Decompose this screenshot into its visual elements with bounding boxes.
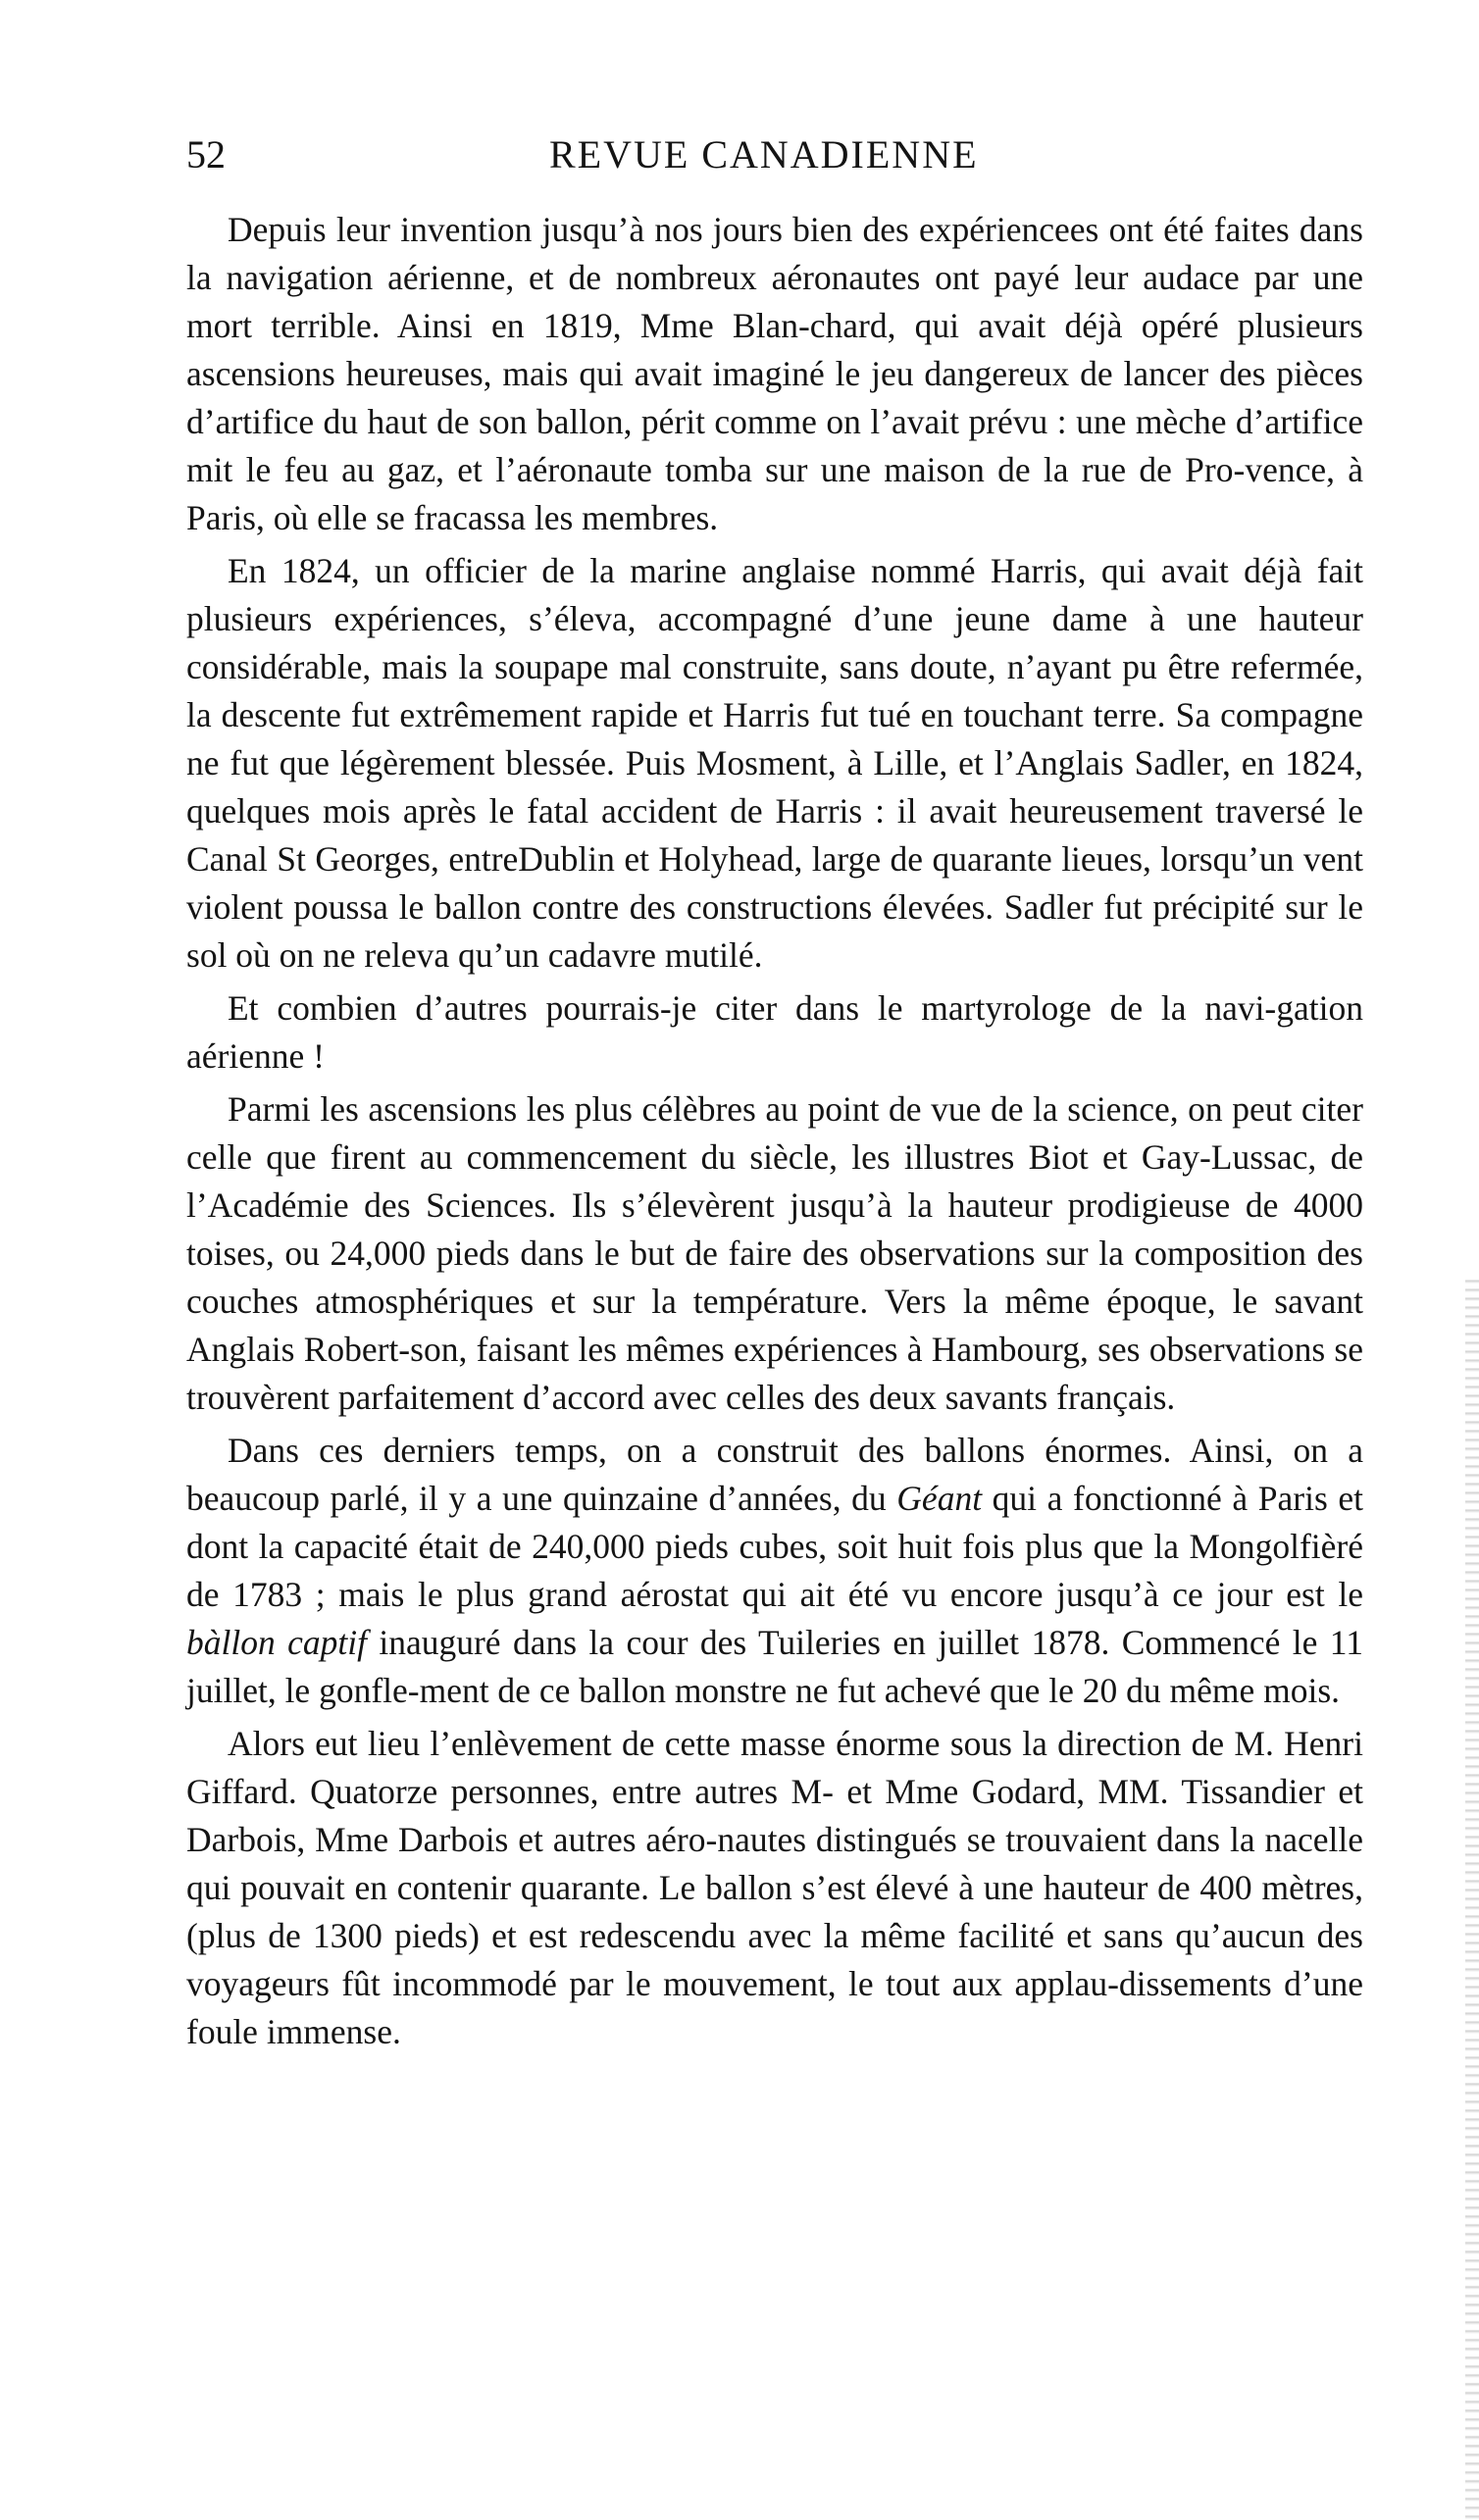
paragraph xyxy=(186,206,1363,542)
paragraph xyxy=(186,1720,1363,2056)
paragraph-text: En 1824, un officier de la marine anglaise nommé Harris, qui avait déjà fait plusieurs expériences, s’éleva, accompagné d’une jeune dame à une hauteur considérable, mais la soupape mal construite, sans doute, n’ayant pu être refermée, la descente fut extrêmement rapide et Harris fut tué en touchant terre. Sa compagne ne fut que légèrement blessée. Puis Mosment, à Lille, et l’Anglais Sadler, en 1824, quelques mois après le fatal accident de Harris : il avait heureusement traversé le Canal St Georges, entreDublin et Holyhead, large de quarante lieues, lorsqu’un vent violent poussa le ballon contre des constructions élevées. Sadler fut précipité sur le sol où on ne releva qu’un cadavre mutilé. xyxy=(186,551,1363,975)
paragraph-text: qui a fonctionné à Paris et dont la capacité était de 240,000 pieds cubes, soit huit fois plus que la Mongolfièré de 1783 ; mais le plus grand aérostat qui ait été vu encore jusqu’à ce jour est le xyxy=(186,1479,1363,1614)
paragraph xyxy=(186,547,1363,980)
running-head xyxy=(186,126,1363,184)
paragraph-text: Parmi les ascensions les plus célèbres au point de vue de la science, on peut citer celle que firent au commencement du siècle, les illustres Biot et Gay-Lussac, de l’Académie des Sciences. Ils s’élevèrent jusqu’à la hauteur prodigieuse de 4000 toises, ou 24,000 pieds dans le but de faire des observations sur la composition des couches atmosphériques et sur la température. Vers la même époque, le savant Anglais Robert-son, faisant les mêmes expériences à Hambourg, ses observations se trouvèrent parfaitement d’accord avec celles des deux savants français. xyxy=(186,1089,1363,1417)
page-edge-scan-artifact xyxy=(1465,1275,1479,2520)
paragraph xyxy=(186,984,1363,1081)
italic-title: Géant xyxy=(896,1479,983,1518)
paragraph-text: Depuis leur invention jusqu’à nos jours bien des expériencees ont été faites dans la navigation aérienne, et de nombreux aéronautes ont payé leur audace par une mort terrible. Ainsi en 1819, Mme Blan-chard, qui avait déjà opéré plusieurs ascensions heureuses, mais qui avait imaginé le jeu dangereux de lancer des pièces d’artifice du haut de son ballon, périt comme on l’avait prévu : une mèche d’artifice mit le feu au gaz, et l’aéronaute tomba sur une maison de la rue de Pro-vence, à Paris, où elle se fracassa les membres. xyxy=(186,210,1363,537)
paragraph-text: Et combien d’autres pourrais-je citer dans le martyrologe de la navi-gation aérienne ! xyxy=(186,988,1363,1076)
journal-title: REVUE CANADIENNE xyxy=(549,132,979,176)
page-number: 52 xyxy=(186,132,226,176)
paragraph-text: Dans ces derniers temps, on a construit des ballons énormes. Ainsi, on a beaucoup parlé, il y a une quinzaine d’années, du xyxy=(186,1431,1363,1518)
paragraph-text: inauguré dans la cour des Tuileries en juillet 1878. Commencé le 11 juillet, le gonfle-ment de ce ballon monstre ne fut achevé que le 20 du même mois. xyxy=(186,1623,1363,1710)
paragraph xyxy=(186,1085,1363,1422)
article-body xyxy=(186,206,1363,2061)
italic-title: bàllon captif xyxy=(186,1623,367,1662)
paragraph xyxy=(186,1427,1363,1715)
paragraph-text: Alors eut lieu l’enlèvement de cette masse énorme sous la direction de M. Henri Giffard. Quatorze personnes, entre autres M- et Mme Godard, MM. Tissandier et Darbois, Mme Darbois et autres aéro-nautes distingués se trouvaient dans la nacelle qui pouvait en contenir quarante. Le ballon s’est élevé à une hauteur de 400 mètres, (plus de 1300 pieds) et est redescendu avec la même facilité et sans qu’aucun des voyageurs fût incommodé par le mouvement, le tout aux applau-dissements d’une foule immense. xyxy=(186,1724,1363,2051)
